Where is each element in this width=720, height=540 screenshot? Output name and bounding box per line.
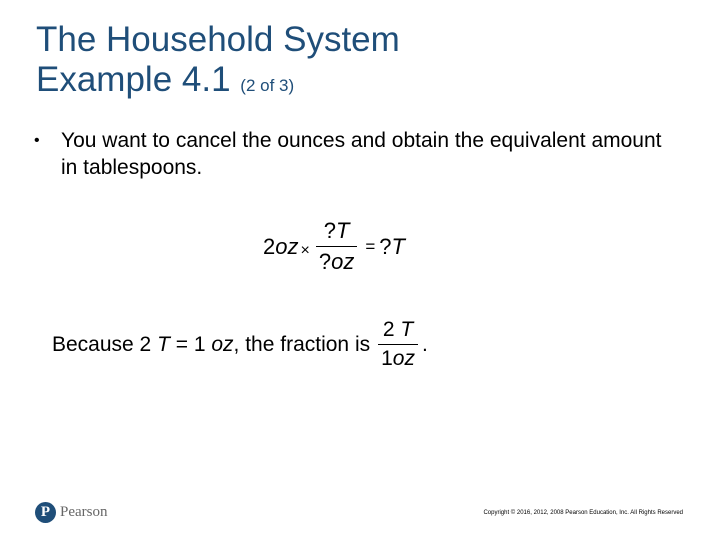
copyright-notice: Copyright © 2016, 2012, 2008 Pearson Education, Inc. All Rights Reserved (483, 510, 683, 516)
conversion-equation (263, 218, 405, 275)
unknown-fraction (316, 218, 358, 275)
statement-text-before: Because 2 (52, 332, 158, 356)
statement-unit-oz: oz (211, 332, 234, 356)
rhs-prefix: ? (379, 233, 392, 259)
conversion-numerator: 2 T (382, 318, 414, 341)
pearson-logo-icon: P (35, 502, 56, 523)
bullet-item (31, 127, 681, 181)
lhs-unit: oz (275, 233, 299, 259)
title-line-1: The Household System (36, 20, 400, 59)
fraction-denominator: ?oz (316, 246, 358, 275)
statement-period: . (421, 332, 428, 356)
pearson-logo-text: Pearson (60, 504, 108, 520)
rhs-unit: T (391, 233, 405, 259)
conversion-fraction (378, 318, 418, 371)
times-sign: × (300, 241, 310, 259)
title-part-indicator: (2 of 3) (240, 76, 295, 95)
statement-unit-T: T (157, 332, 170, 356)
pearson-logo (35, 502, 108, 523)
lhs-coefficient: 2 (263, 233, 276, 259)
equals-sign: = (365, 236, 376, 256)
statement-text-middle: = 1 (169, 332, 212, 356)
bullet-dot-icon: • (34, 132, 40, 149)
slide-title (36, 20, 400, 106)
conversion-statement (52, 318, 428, 371)
statement-text-after: , the fraction is (233, 332, 371, 356)
fraction-numerator: ?T (323, 218, 350, 243)
conversion-denominator: 1oz (378, 344, 418, 371)
bullet-text: You want to cancel the ounces and obtain the equivalent amount in tablespoons. (61, 129, 662, 179)
title-line-2: Example 4.1 (36, 60, 231, 99)
